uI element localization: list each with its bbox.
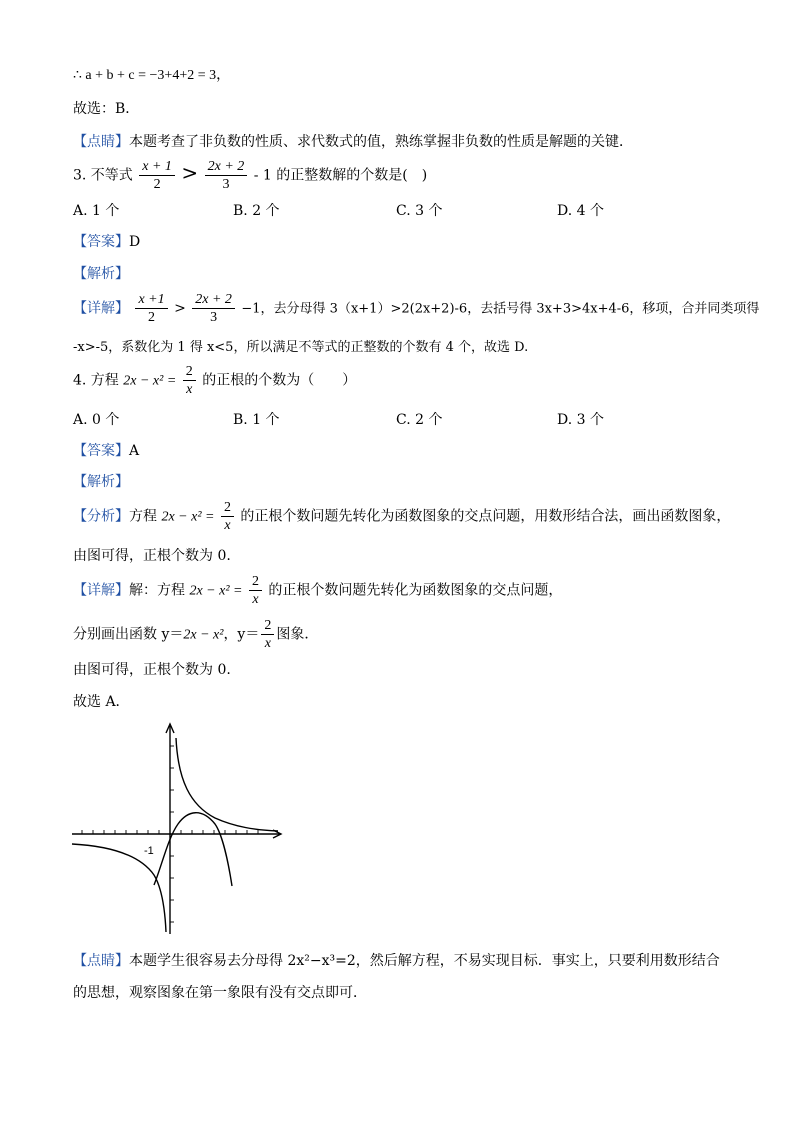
q4-analysis-line2: 由图可得，正根个数为 0. [73,548,231,564]
question-3 [73,158,427,193]
q3-detail-line2: -x>-5，系数化为 1 得 x<5，所以满足不等式的正整数的个数有 4 个，故选 D. [73,340,529,355]
q4-draw-mid: ，y＝ [223,626,260,643]
q3-detail-frac2-den: 3 [210,310,218,325]
q3-prefix: 3. 不等式 [73,167,133,184]
q4-result: 由图可得，正根个数为 0. [73,662,231,678]
question-4 [73,363,356,398]
q3-detail-frac1-den: 2 [148,310,156,325]
q4-dianjing-tag: 【点睛】 [73,953,129,969]
q3-frac1 [139,158,175,193]
graph-label-neg-one: -1 [144,845,154,857]
q3-option-a: A. 1 个 [73,203,120,219]
q4-dianjing [73,951,720,971]
q4-option-c: C. 2 个 [396,412,443,428]
q4-option-b: B. 1 个 [233,412,280,428]
q4-jiexi-tag: 【解析】 [73,474,129,490]
q4-analysis-frac-num: 2 [221,499,234,517]
q3-detail-frac2-num: 2x + 2 [192,291,235,309]
line-sum-result: ∴ a + b + c = −3+4+2 = 3， [73,68,231,83]
q4-detail-tag: 【详解】 [73,582,129,599]
q4-analysis-eq: 2x − x² = [161,509,215,525]
q3-frac2-num: 2x + 2 [205,158,248,176]
parabola-curve [154,813,232,886]
q3-frac2-den: 3 [222,177,230,192]
q4-draw-post: 图象． [276,626,319,643]
q4-option-d: D. 3 个 [557,412,604,428]
q4-draw-frac [261,617,274,652]
q4-answer-tag: 【答案】 [73,443,129,459]
q4-draw-functions [73,617,318,652]
q3-answer [73,232,140,252]
q3-gt: > [181,160,199,185]
q3-detail-tag: 【详解】 [73,300,129,317]
dianjing-text: 本题考查了非负数的性质、求代数式的值，熟练掌握非负数的性质是解题的关键． [129,134,633,150]
q3-answer-tag: 【答案】 [73,234,129,250]
q4-option-a: A. 0 个 [73,412,120,428]
q4-eq-left: 2x − x² = [123,373,177,389]
q4-analysis-frac-den: x [224,518,231,533]
q4-dianjing-text: 本题学生很容易去分母得 2x²−x³=2，然后解方程，不易实现目标．事实上，只要利用数形结合 [129,953,720,969]
q4-detail-frac-den: x [252,592,259,607]
function-graph [70,720,290,940]
hyperbola-branch-q1 [176,738,278,831]
q4-detail-frac [249,573,262,608]
q4-analysis-text: 的正根个数问题先转化为函数图象的交点问题，用数形结合法，画出函数图象， [240,508,731,525]
q4-analysis [73,499,730,534]
q3-frac1-num: x + 1 [139,158,175,176]
q4-draw-pre: 分别画出函数 y＝ [73,626,184,643]
q4-detail-eq: 2x − x² = [189,583,243,599]
q4-draw-frac-num: 2 [261,617,274,635]
q4-draw-f1: 2x − x² [183,627,224,643]
q4-dianjing-line2: 的思想，观察图象在第一象限有没有交点即可． [73,985,367,1001]
dianjing-tag: 【点睛】 [73,134,129,150]
q3-detail-gt: > [174,300,186,317]
q4-detail [73,573,562,608]
q3-frac2 [205,158,248,193]
q4-analysis-tag: 【分析】 [73,508,129,525]
q4-answer-value: A [129,443,140,459]
q3-answer-value: D [129,234,141,250]
q3-option-b: B. 2 个 [233,203,280,219]
q4-choose: 故选 A． [73,694,130,710]
q3-detail-frac2 [192,291,235,326]
q3-option-c: C. 3 个 [396,203,443,219]
q4-frac [183,363,196,398]
q3-detail-text: −1，去分母得 3（x+1）>2(2x+2)-6，去括号得 3x+3>4x+4-6，移项，合并同类项得 [241,301,760,317]
q4-analysis-pre: 方程 [129,508,157,525]
q4-frac-den: x [186,382,193,397]
q3-jiexi-tag: 【解析】 [73,266,129,282]
q4-answer [73,441,139,461]
q4-draw-frac-den: x [264,636,271,651]
q4-suffix: 的正根的个数为（ ） [202,372,357,389]
q3-detail-frac1-num: x +1 [135,291,167,309]
q3-frac1-den: 2 [153,177,161,192]
line-dianjing-1 [73,132,633,152]
q3-suffix: - 1 的正整数解的个数是( ) [253,167,428,184]
q3-option-d: D. 4 个 [557,203,604,219]
q4-prefix: 4. 方程 [73,372,119,389]
q3-detail [73,291,759,326]
q4-detail-pre: 解：方程 [129,582,185,599]
q3-detail-frac1 [135,291,167,326]
line-choose-b: 故选：B． [73,101,140,117]
q4-frac-num: 2 [183,363,196,381]
q4-analysis-frac [221,499,234,534]
q4-detail-frac-num: 2 [249,573,262,591]
q4-detail-text: 的正根个数问题先转化为函数图象的交点问题， [268,582,563,599]
hyperbola-branch-q3 [72,844,166,932]
